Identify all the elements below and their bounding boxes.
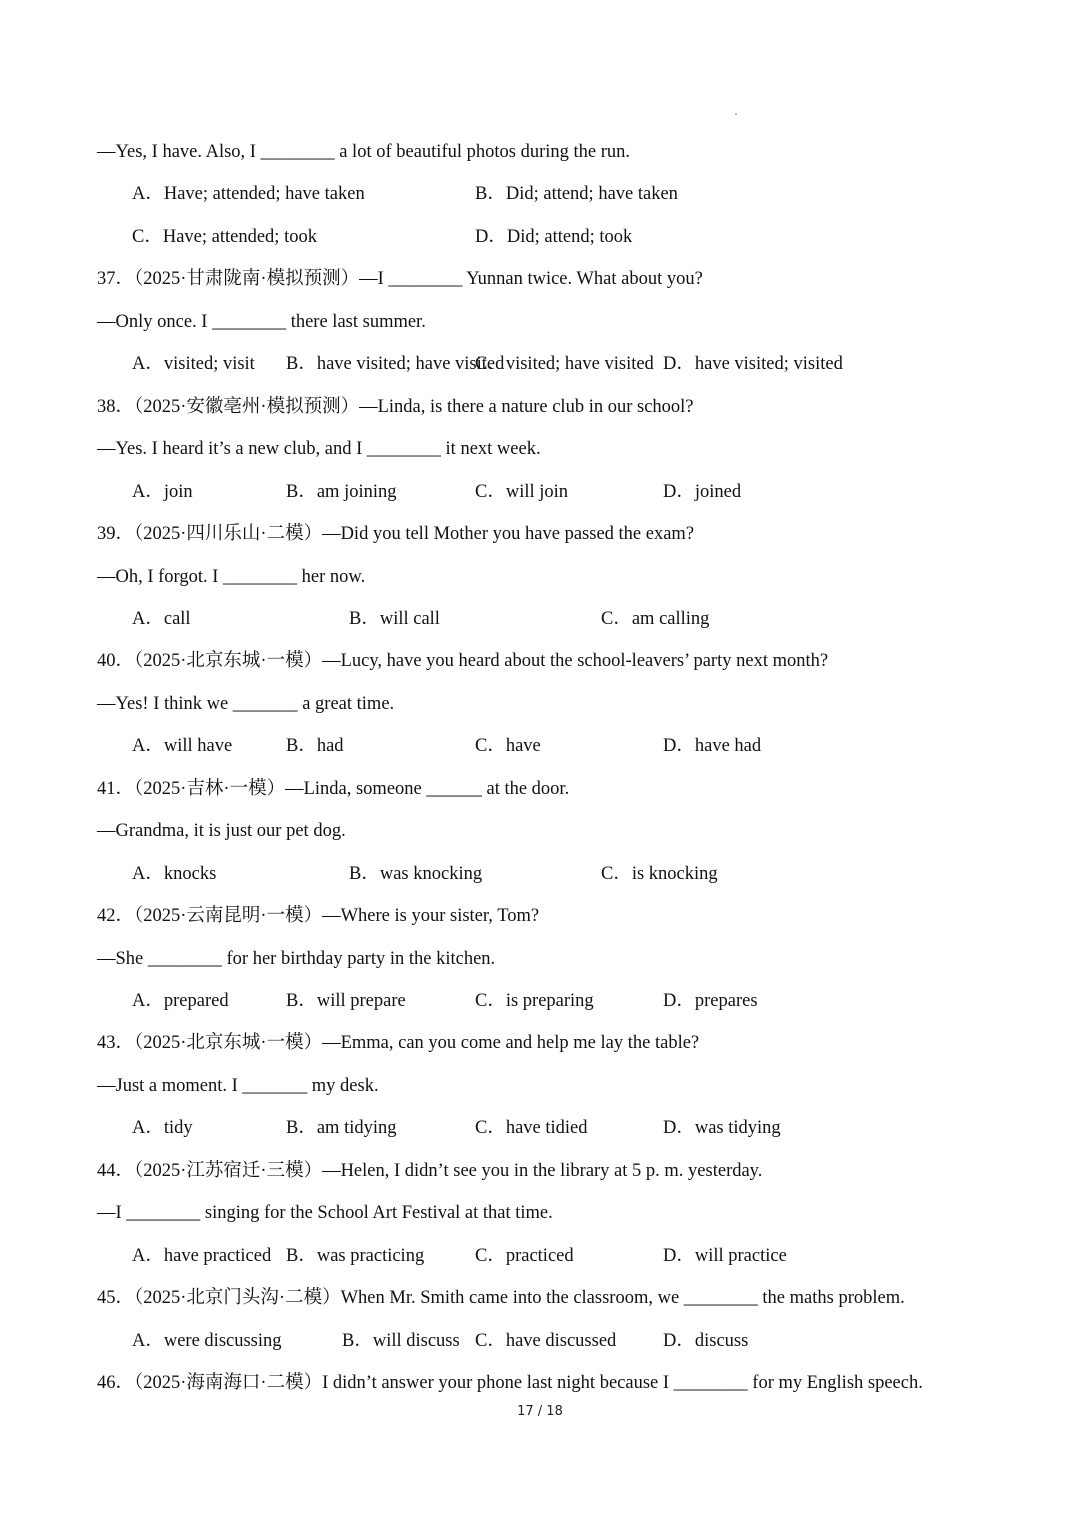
answer-option: D．prepares — [663, 991, 758, 1011]
answer-option: D．Did; attend; took — [475, 227, 633, 247]
answer-option: A．call — [132, 609, 191, 629]
answer-option: D．was tidying — [663, 1118, 781, 1138]
options-row — [132, 607, 1032, 631]
answer-option: D．discuss — [663, 1331, 749, 1351]
answer-option: B．am tidying — [286, 1118, 397, 1138]
answer-option: B．have visited; have visited — [286, 354, 505, 374]
answer-option: D．joined — [663, 482, 742, 502]
question-line: 43．（2025·北京东城·一模）—Emma, can you come and help me lay the table? — [97, 1033, 700, 1053]
answer-option: B．am joining — [286, 482, 397, 502]
question-line: —Only once. I ________ there last summer. — [97, 312, 426, 332]
answer-option: C．have — [475, 736, 541, 756]
answer-option: D．will practice — [663, 1246, 787, 1266]
answer-option: A．Have; attended; have taken — [132, 184, 365, 204]
speck — [735, 113, 737, 115]
answer-option: C．will join — [475, 482, 569, 502]
answer-option: B．Did; attend; have taken — [475, 184, 678, 204]
options-row — [132, 480, 1032, 504]
answer-option: A．join — [132, 482, 193, 502]
question-line: 37．（2025·甘肃陇南·模拟预测）—I ________ Yunnan twice. What about you? — [97, 269, 703, 289]
question-line: —I ________ singing for the School Art Festival at that time. — [97, 1203, 553, 1223]
options-row — [132, 352, 1032, 376]
question-line: 44．（2025·江苏宿迁·三模）—Helen, I didn’t see you in the library at 5 p. m. yesterday. — [97, 1161, 763, 1181]
answer-option: B．had — [286, 736, 344, 756]
answer-option: C．is preparing — [475, 991, 594, 1011]
answer-option: C．Have; attended; took — [132, 227, 317, 247]
question-line: 40．（2025·北京东城·一模）—Lucy, have you heard about the school-leavers’ party next month? — [97, 651, 829, 671]
options-row — [132, 734, 1032, 758]
question-line: —Grandma, it is just our pet dog. — [97, 821, 346, 841]
answer-option: A．knocks — [132, 864, 217, 884]
answer-option: C．visited; have visited — [475, 354, 654, 374]
question-line: —She ________ for her birthday party in the kitchen. — [97, 949, 496, 969]
options-row — [132, 225, 1032, 249]
answer-option: D．have visited; visited — [663, 354, 843, 374]
question-line: 38．（2025·安徽亳州·模拟预测）—Linda, is there a nature club in our school? — [97, 397, 694, 417]
answer-option: A．tidy — [132, 1118, 193, 1138]
options-row — [132, 1244, 1032, 1268]
options-row — [132, 862, 1032, 886]
answer-option: A．have practiced — [132, 1246, 272, 1266]
answer-option: A．were discussing — [132, 1331, 282, 1351]
options-row — [132, 989, 1032, 1013]
question-line: 39．（2025·四川乐山·二模）—Did you tell Mother you have passed the exam? — [97, 524, 695, 544]
answer-option: B．will call — [349, 609, 440, 629]
answer-option: A．will have — [132, 736, 233, 756]
options-row — [132, 1116, 1032, 1140]
answer-option: A．prepared — [132, 991, 229, 1011]
answer-option: B．will discuss — [342, 1331, 460, 1351]
question-line: —Yes! I think we _______ a great time. — [97, 694, 395, 714]
question-line: 46．（2025·海南海口·二模）I didn’t answer your phone last night because I ________ for my English speech. — [97, 1373, 923, 1393]
answer-option: D．have had — [663, 736, 762, 756]
question-line: 41．（2025·吉林·一模）—Linda, someone ______ at the door. — [97, 779, 570, 799]
question-line: —Just a moment. I _______ my desk. — [97, 1076, 379, 1096]
answer-option: B．was practicing — [286, 1246, 425, 1266]
question-line: 42．（2025·云南昆明·一模）—Where is your sister, Tom? — [97, 906, 540, 926]
answer-option: B．was knocking — [349, 864, 483, 884]
answer-option: B．will prepare — [286, 991, 406, 1011]
question-line: —Oh, I forgot. I ________ her now. — [97, 567, 366, 587]
answer-option: A．visited; visit — [132, 354, 255, 374]
answer-option: C．practiced — [475, 1246, 574, 1266]
answer-option: C．am calling — [601, 609, 710, 629]
answer-option: C．is knocking — [601, 864, 718, 884]
page-number: 17 / 18 — [517, 1404, 563, 1419]
options-row — [132, 182, 1032, 206]
answer-option: C．have tidied — [475, 1118, 588, 1138]
question-line: 45．（2025·北京门头沟·二模）When Mr. Smith came into the classroom, we ________ the maths problem. — [97, 1288, 905, 1308]
answer-option: C．have discussed — [475, 1331, 617, 1351]
options-row — [132, 1329, 1032, 1353]
question-line: —Yes. I heard it’s a new club, and I ________ it next week. — [97, 439, 541, 459]
question-line: —Yes, I have. Also, I ________ a lot of beautiful photos during the run. — [97, 142, 631, 162]
